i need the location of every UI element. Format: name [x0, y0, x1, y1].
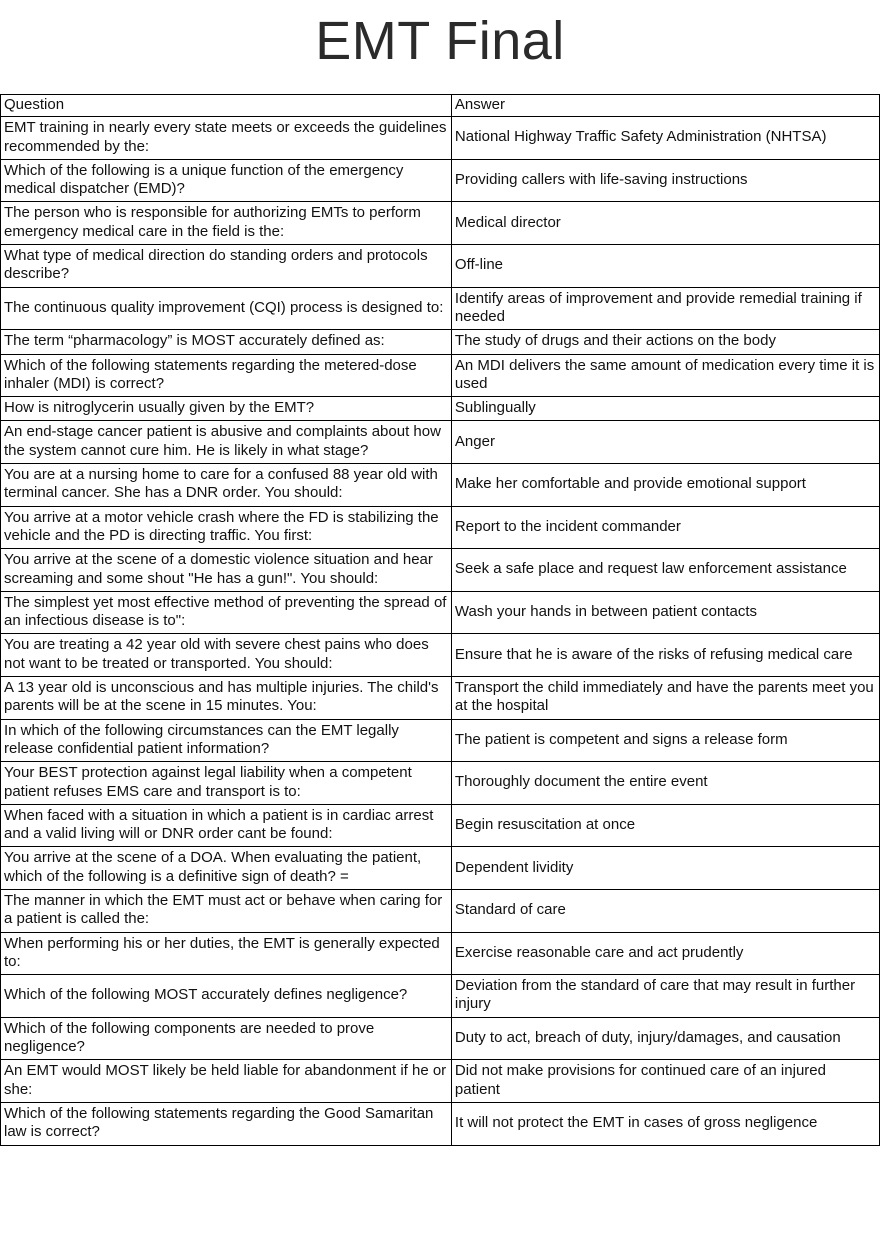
table-row: [1, 397, 880, 421]
question-column-header: Question: [1, 95, 452, 117]
answer-cell: Thoroughly document the entire event: [451, 762, 879, 805]
answer-cell: The patient is competent and signs a release form: [451, 719, 879, 762]
question-cell: What type of medical direction do standing orders and protocols describe?: [1, 245, 452, 288]
question-cell: The term “pharmacology” is MOST accurately defined as:: [1, 330, 452, 354]
question-cell: When performing his or her duties, the EMT is generally expected to:: [1, 932, 452, 975]
table-row: [1, 889, 880, 932]
question-cell: Your BEST protection against legal liability when a competent patient refuses EMS care and transport is to:: [1, 762, 452, 805]
table-row: [1, 287, 880, 330]
question-cell: EMT training in nearly every state meets or exceeds the guidelines recommended by the:: [1, 117, 452, 160]
table-row: [1, 591, 880, 634]
table-row: [1, 117, 880, 160]
question-cell: You arrive at a motor vehicle crash where the FD is stabilizing the vehicle and the PD is directing traffic. You first:: [1, 506, 452, 549]
question-cell: The simplest yet most effective method of preventing the spread of an infectious disease is to":: [1, 591, 452, 634]
table-row: [1, 421, 880, 464]
question-cell: How is nitroglycerin usually given by the EMT?: [1, 397, 452, 421]
answer-cell: Exercise reasonable care and act prudently: [451, 932, 879, 975]
answer-cell: Anger: [451, 421, 879, 464]
question-cell: Which of the following statements regarding the Good Samaritan law is correct?: [1, 1102, 452, 1145]
header-row: [1, 95, 880, 117]
answer-cell: Standard of care: [451, 889, 879, 932]
answer-cell: Medical director: [451, 202, 879, 245]
answer-cell: Seek a safe place and request law enforcement assistance: [451, 549, 879, 592]
table-row: [1, 159, 880, 202]
table-row: [1, 804, 880, 847]
table-row: [1, 354, 880, 397]
table-row: [1, 330, 880, 354]
question-cell: You arrive at the scene of a DOA. When evaluating the patient, which of the following is a definitive sign of death? =: [1, 847, 452, 890]
table-row: [1, 506, 880, 549]
question-cell: The manner in which the EMT must act or behave when caring for a patient is called the:: [1, 889, 452, 932]
question-cell: Which of the following is a unique function of the emergency medical dispatcher (EMD)?: [1, 159, 452, 202]
table-row: [1, 975, 880, 1018]
answer-cell: It will not protect the EMT in cases of gross negligence: [451, 1102, 879, 1145]
question-cell: When faced with a situation in which a patient is in cardiac arrest and a valid living will or DNR order cant be found:: [1, 804, 452, 847]
table-row: [1, 1060, 880, 1103]
answer-cell: Ensure that he is aware of the risks of refusing medical care: [451, 634, 879, 677]
qa-table: [0, 94, 880, 1146]
document-page: [0, 10, 880, 1146]
answer-cell: Dependent lividity: [451, 847, 879, 890]
table-row: [1, 1102, 880, 1145]
table-row: [1, 677, 880, 720]
table-row: [1, 549, 880, 592]
table-row: [1, 847, 880, 890]
answer-cell: Transport the child immediately and have the parents meet you at the hospital: [451, 677, 879, 720]
answer-cell: Begin resuscitation at once: [451, 804, 879, 847]
table-row: [1, 202, 880, 245]
table-row: [1, 634, 880, 677]
table-row: [1, 932, 880, 975]
table-row: [1, 464, 880, 507]
question-cell: A 13 year old is unconscious and has multiple injuries. The child's parents will be at the scene in 15 minutes. You:: [1, 677, 452, 720]
question-cell: Which of the following MOST accurately defines negligence?: [1, 975, 452, 1018]
page-title: EMT Final: [315, 11, 565, 71]
answer-cell: The study of drugs and their actions on the body: [451, 330, 879, 354]
question-cell: In which of the following circumstances can the EMT legally release confidential patient information?: [1, 719, 452, 762]
question-cell: Which of the following statements regarding the metered-dose inhaler (MDI) is correct?: [1, 354, 452, 397]
question-cell: An end-stage cancer patient is abusive and complaints about how the system cannot cure him. He is likely in what stage?: [1, 421, 452, 464]
table-row: [1, 719, 880, 762]
question-cell: You arrive at the scene of a domestic violence situation and hear screaming and some shout "He has a gun!". You should:: [1, 549, 452, 592]
answer-cell: Duty to act, breach of duty, injury/damages, and causation: [451, 1017, 879, 1060]
question-cell: The continuous quality improvement (CQI) process is designed to:: [1, 287, 452, 330]
table-body: [1, 117, 880, 1145]
question-cell: An EMT would MOST likely be held liable for abandonment if he or she:: [1, 1060, 452, 1103]
question-cell: The person who is responsible for authorizing EMTs to perform emergency medical care in the field is the:: [1, 202, 452, 245]
answer-cell: Providing callers with life-saving instructions: [451, 159, 879, 202]
answer-cell: Identify areas of improvement and provide remedial training if needed: [451, 287, 879, 330]
table-row: [1, 1017, 880, 1060]
answer-cell: Deviation from the standard of care that may result in further injury: [451, 975, 879, 1018]
answer-cell: Did not make provisions for continued care of an injured patient: [451, 1060, 879, 1103]
question-cell: You are treating a 42 year old with severe chest pains who does not want to be treated or transported. You should:: [1, 634, 452, 677]
answer-cell: Off-line: [451, 245, 879, 288]
question-cell: You are at a nursing home to care for a confused 88 year old with terminal cancer. She has a DNR order. You should:: [1, 464, 452, 507]
answer-cell: Report to the incident commander: [451, 506, 879, 549]
question-cell: Which of the following components are needed to prove negligence?: [1, 1017, 452, 1060]
table-row: [1, 245, 880, 288]
answer-cell: Make her comfortable and provide emotional support: [451, 464, 879, 507]
answer-cell: An MDI delivers the same amount of medication every time it is used: [451, 354, 879, 397]
table-row: [1, 762, 880, 805]
answer-column-header: Answer: [451, 95, 879, 117]
answer-cell: National Highway Traffic Safety Administration (NHTSA): [451, 117, 879, 160]
answer-cell: Sublingually: [451, 397, 879, 421]
answer-cell: Wash your hands in between patient contacts: [451, 591, 879, 634]
